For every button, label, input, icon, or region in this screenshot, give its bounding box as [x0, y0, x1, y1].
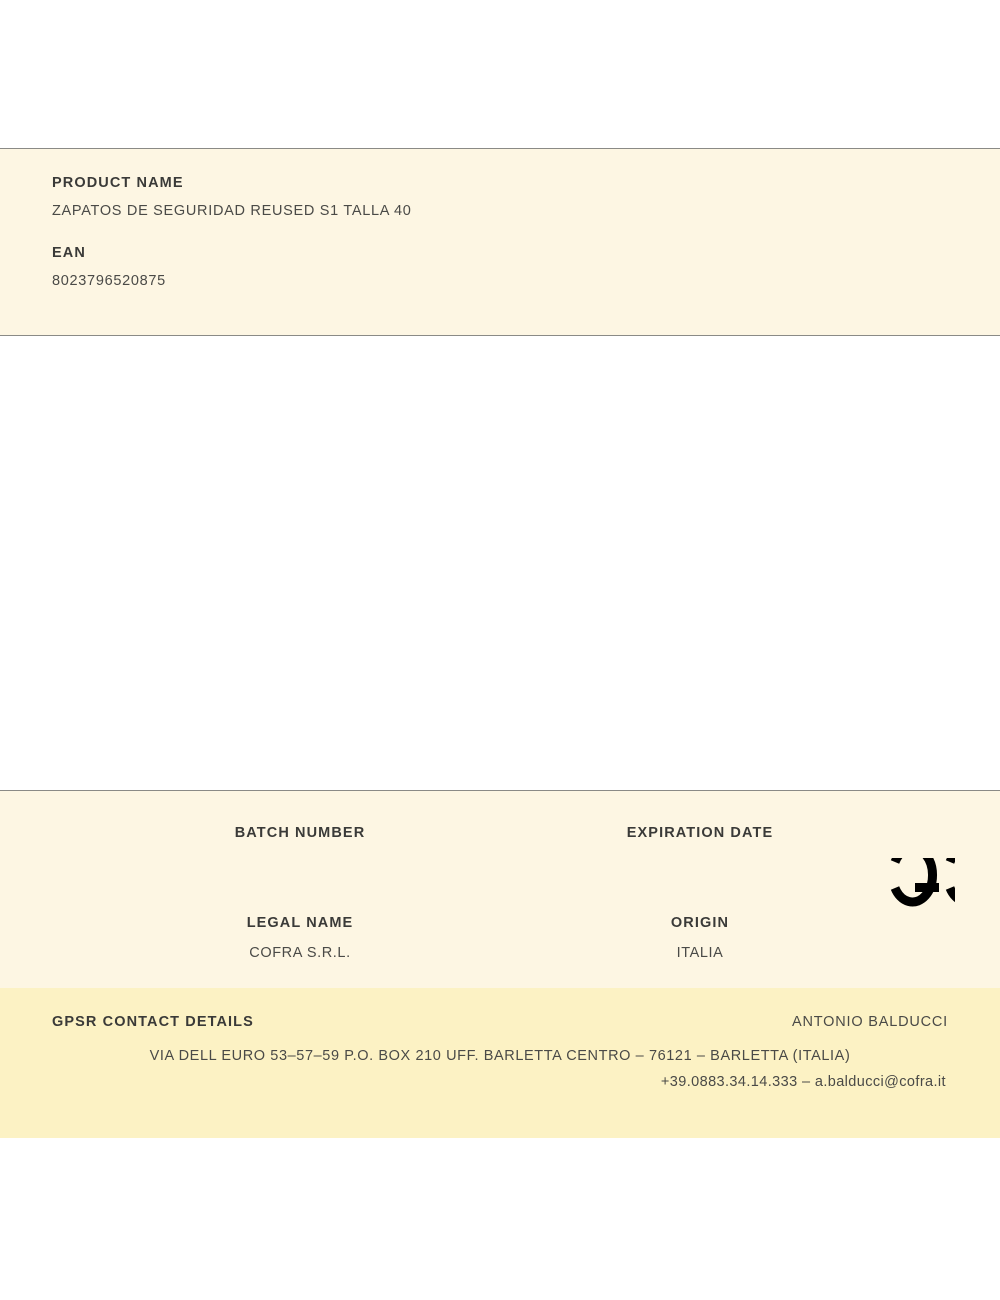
product-info-block: [0, 148, 1000, 336]
expiration-date-label: EXPIRATION DATE: [626, 825, 774, 841]
product-name-label: PRODUCT NAME: [52, 175, 184, 191]
meta-info-block: [0, 790, 1000, 988]
gpsr-address: VIA DELL EURO 53–57–59 P.O. BOX 210 UFF. BARLETTA CENTRO – 76121 – BARLETTA (ITALIA): [149, 1048, 851, 1064]
origin-value: ITALIA: [676, 945, 724, 961]
ce-mark-icon: [855, 858, 955, 918]
gpsr-contact-block: [0, 988, 1000, 1138]
block-spacer: [52, 219, 948, 245]
gpsr-contact-name: ANTONIO BALDUCCI: [792, 1014, 948, 1030]
legal-name-value: COFRA S.R.L.: [249, 945, 351, 961]
origin-field: [550, 915, 850, 961]
bottom-blank-area: [0, 1138, 1000, 1300]
batch-number-field: [150, 825, 450, 855]
blank-content-area: [0, 336, 1000, 790]
ean-value: 8023796520875: [52, 273, 166, 289]
expiration-date-field: [550, 825, 850, 855]
gpsr-title: GPSR CONTACT DETAILS: [52, 1014, 254, 1030]
product-name-value: ZAPATOS DE SEGURIDAD REUSED S1 TALLA 40: [52, 203, 412, 219]
origin-label: ORIGIN: [670, 915, 730, 931]
ean-label: EAN: [52, 245, 86, 261]
gpsr-header-row: [52, 1014, 948, 1038]
legal-name-field: [150, 915, 450, 961]
gpsr-phone-email: +39.0883.34.14.333 – a.balducci@cofra.it: [660, 1074, 946, 1090]
batch-number-label: BATCH NUMBER: [234, 825, 366, 841]
legal-name-label: LEGAL NAME: [246, 915, 354, 931]
